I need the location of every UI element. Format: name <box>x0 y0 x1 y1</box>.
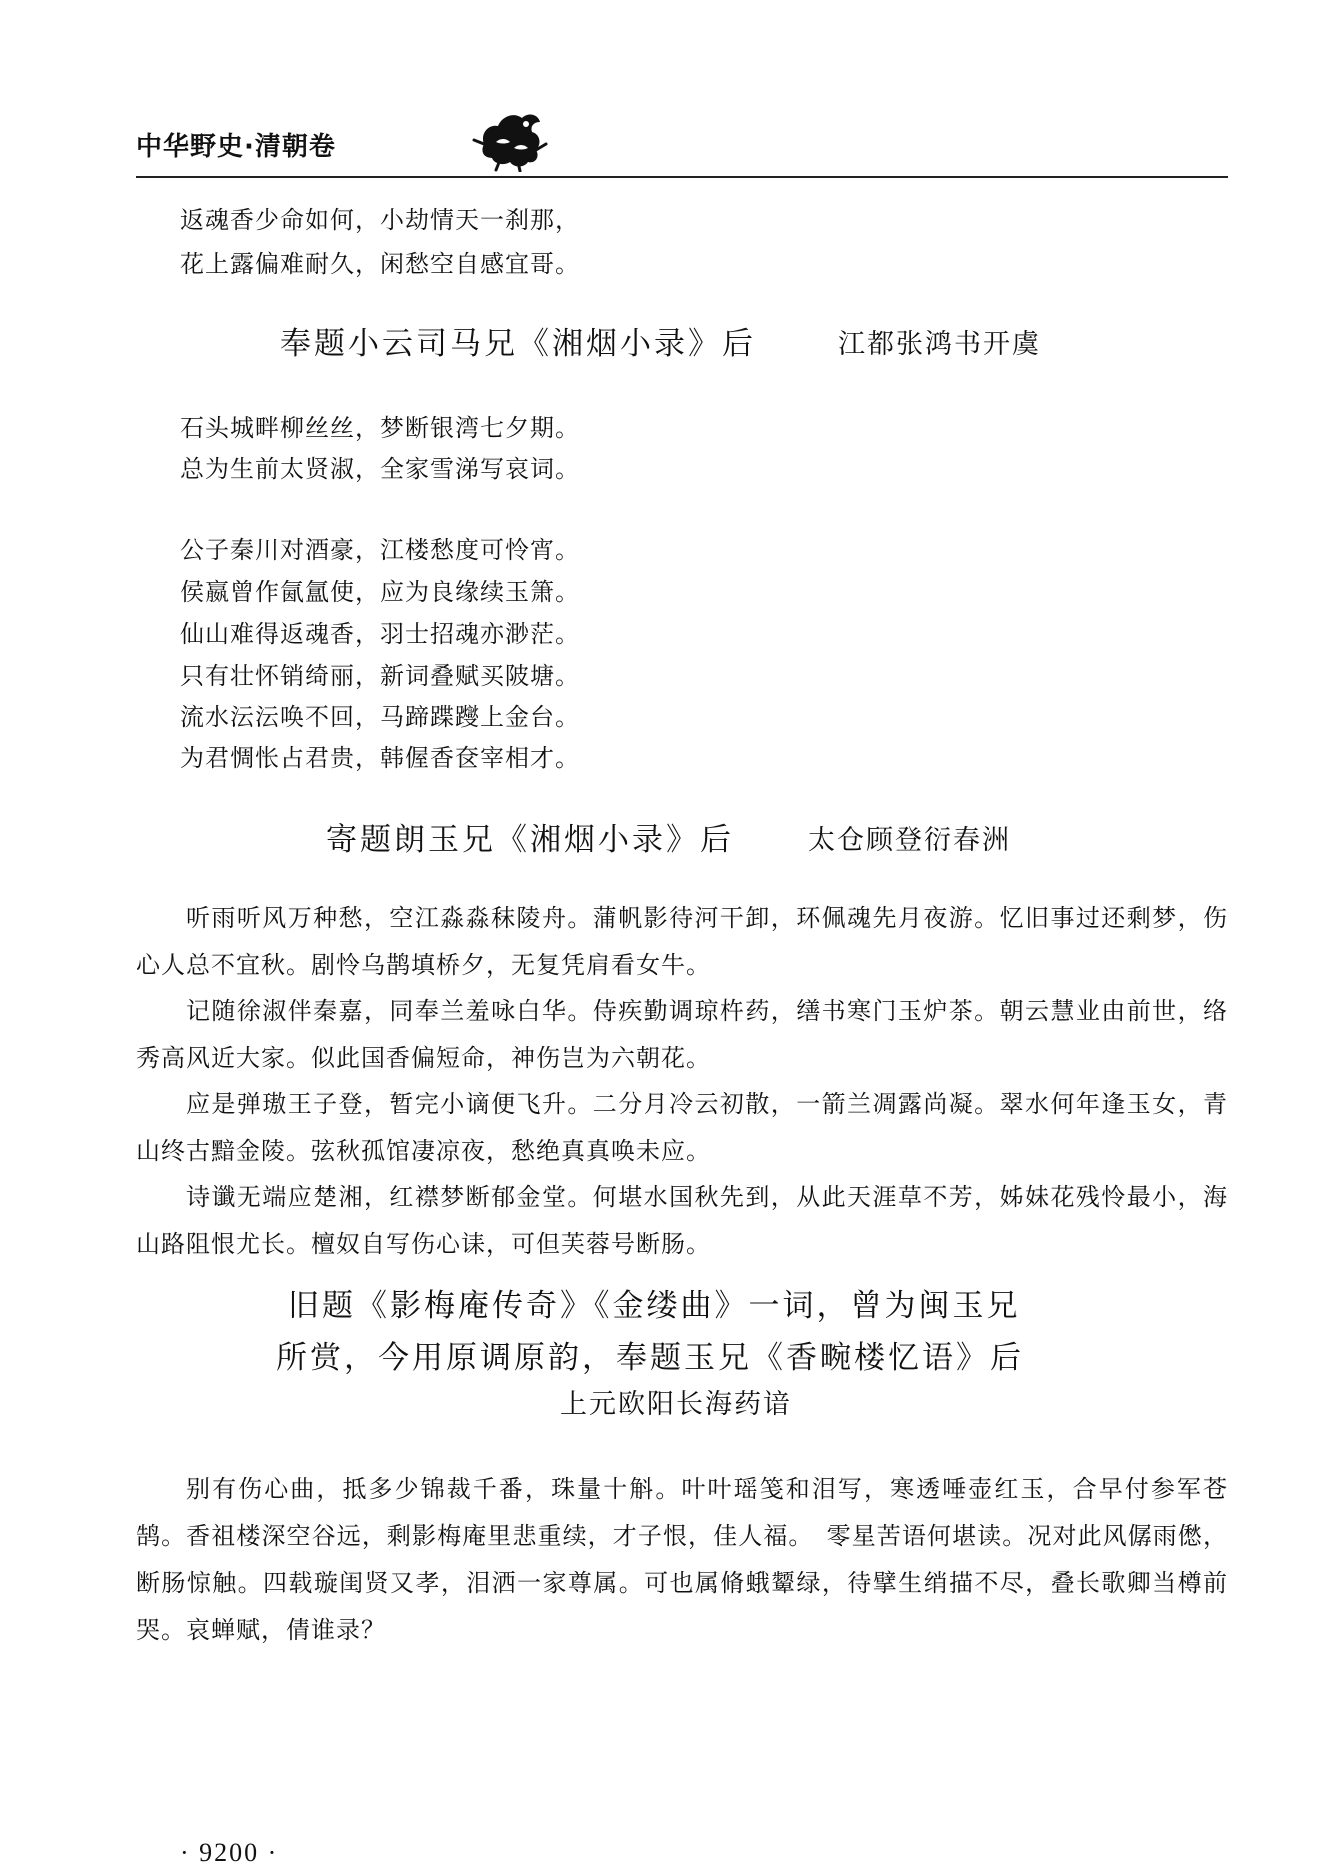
poem-author: 江都张鸿书开虞 <box>838 329 1041 360</box>
verse-line: 总为生前太贤淑，全家雪涕写哀词。 <box>180 455 580 483</box>
poem-title: 寄题朗玉兄《湘烟小录》后 <box>326 822 734 858</box>
verse-paragraph: 听雨听风万种愁，空江淼淼秣陵舟。蒲帆影待河干卸，环佩魂先月夜游。忆旧事过还剩梦，伤心人总不宜秋。剧怜乌鹊填桥夕，无复凭肩看女牛。 <box>136 904 1228 979</box>
poem-author: 太仓顾登衍春洲 <box>808 825 1011 856</box>
dragon-emblem-icon <box>470 100 550 172</box>
verse-line: 返魂香少命如何，小劫情天一刹那， <box>180 206 580 234</box>
poem-title: 奉题小云司马兄《湘烟小录》后 <box>280 326 756 362</box>
poem-title-line: 所赏，今用原调原韵，奉题玉兄《香畹楼忆语》后 <box>276 1340 1024 1376</box>
page-number: · 9200 · <box>180 1838 279 1867</box>
verse-line: 只有壮怀销绮丽，新词叠赋买陂塘。 <box>180 662 580 690</box>
running-title: 中华野史·清朝卷 <box>136 132 336 162</box>
verse-line: 流水沄沄唤不回，马蹄蹀躞上金台。 <box>180 703 580 731</box>
verse-line: 石头城畔柳丝丝，梦断银湾七夕期。 <box>180 414 580 442</box>
verse-paragraph: 应是弹璈王子登，暂完小谪便飞升。二分月冷云初散，一箭兰凋露尚凝。翠水何年逢玉女，青山终古黯金陵。弦秋孤馆凄凉夜，愁绝真真唤未应。 <box>136 1090 1228 1165</box>
verse-line: 为君惆怅占君贵，韩偓香奁宰相才。 <box>180 744 580 772</box>
poem-title-line: 旧题《影梅庵传奇》《金缕曲》一词，曾为闽玉兄 <box>288 1288 1021 1324</box>
header-rule <box>136 176 1228 178</box>
verse-paragraph: 记随徐淑伴秦嘉，同奉兰羞咏白华。侍疾勤调琼杵药，缮书寒门玉炉茶。朝云慧业由前世，络秀高风近大家。似此国香偏短命，神伤岂为六朝花。 <box>136 997 1228 1072</box>
verse-line: 侯嬴曾作氤氲使，应为良缘续玉箫。 <box>180 578 580 606</box>
verse-line: 仙山难得返魂香，羽士招魂亦渺茫。 <box>180 620 580 648</box>
verse-paragraph: 别有伤心曲，抵多少锦裁千番，珠量十斛。叶叶瑶笺和泪写，寒透唾壶红玉，合早付参军苍鹄。香祖楼深空谷远，剩影梅庵里悲重续，才子恨，佳人福。 零星苦语何堪读。况对此风僝雨僽，断肠惊触。四载璇闺贤又孝，泪洒一家尊属。可也属脩蛾颦绿，待擘生绡描不尽，叠长歌卿当樽前哭。哀蝉赋，倩谁录？ <box>136 1475 1228 1644</box>
verse-line: 公子秦川对酒豪，江楼愁度可怜宵。 <box>180 536 580 564</box>
poem-author: 上元欧阳长海药谙 <box>560 1389 792 1420</box>
verse-line: 花上露偏难耐久，闲愁空自感宜哥。 <box>180 250 580 278</box>
verse-paragraph: 诗谶无端应楚湘，红襟梦断郁金堂。何堪水国秋先到，从此天涯草不芳，姊妹花残怜最小，海山路阻恨尤长。檀奴自写伤心诔，可但芙蓉号断肠。 <box>136 1183 1228 1258</box>
